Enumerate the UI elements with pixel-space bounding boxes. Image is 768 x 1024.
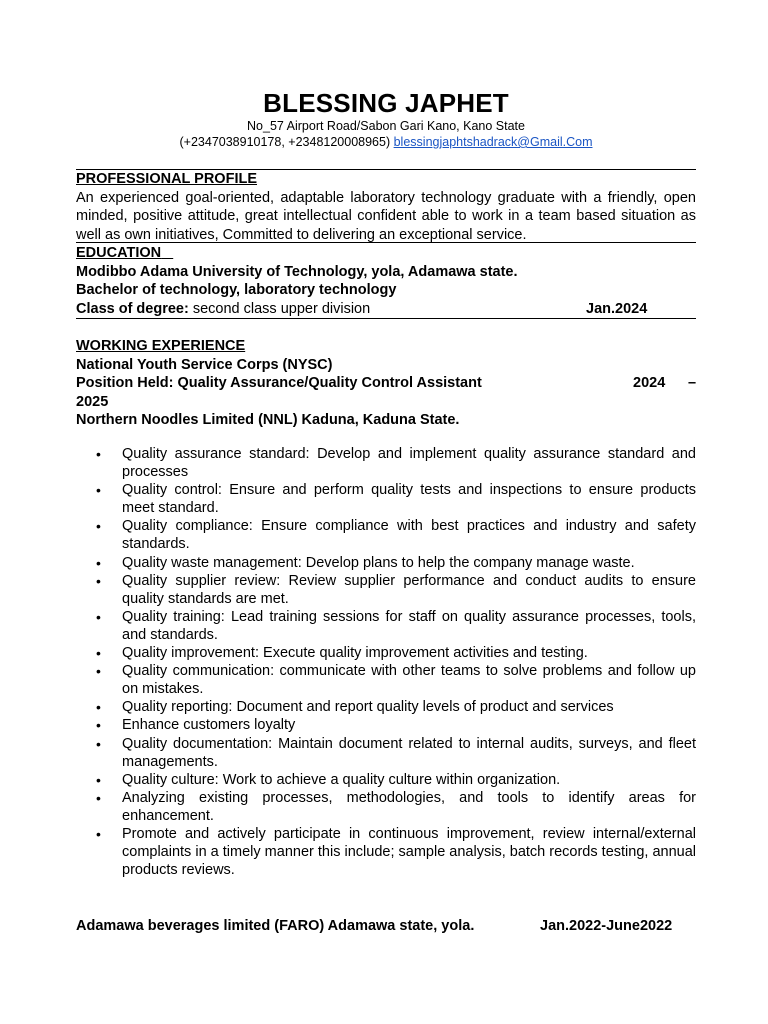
position-date-start: 2024 [633,375,666,391]
bullet-icon: • [96,771,101,788]
bullet-icon: • [96,645,101,662]
list-item [76,825,696,879]
experience-org: National Youth Service Corps (NYSC) [76,356,333,373]
profile-heading: PROFESSIONAL PROFILE [76,171,258,187]
bullet-icon: • [96,825,101,842]
list-item-text: Quality reporting: Document and report quality levels of product and services [122,699,614,716]
next-job-date: Jan.2022-June2022 [540,918,673,934]
email-link[interactable]: blessingjaphtshadrack@Gmail.Com [393,135,593,149]
list-item-text: Quality training: Lead training sessions for staff on quality assurance processes, tools, and standards. [122,608,696,643]
bullet-icon: • [96,518,101,535]
bullet-icon: • [96,482,101,499]
experience-heading: WORKING EXPERIENCE [76,338,246,354]
list-item-text: Quality improvement: Execute quality improvement activities and testing. [122,645,588,662]
divider [76,242,696,243]
list-item [76,735,696,771]
class-label: Class of degree: [76,300,189,317]
list-item [76,445,696,481]
list-item [76,572,696,608]
position-title: Position Held: Quality Assurance/Quality Control Assistant [76,375,482,391]
next-job-row [76,918,716,934]
list-item [76,608,696,644]
bullet-icon: • [96,717,101,734]
education-section [76,244,696,318]
class-value: second class upper division [188,300,371,317]
bullet-icon: • [96,699,101,716]
bullet-icon: • [96,554,101,571]
list-item [76,554,696,572]
address-line: No_57 Airport Road/Sabon Gari Kano, Kano State [247,119,525,133]
list-item-text: Quality compliance: Ensure compliance with best practices and industry and safety standards. [122,518,696,553]
list-item [76,517,696,553]
bullet-icon: • [96,608,101,625]
list-item-text: Quality control: Ensure and perform quality tests and inspections to ensure products meet standard. [122,482,696,517]
education-date: Jan.2024 [586,300,648,317]
bullet-icon: • [96,735,101,752]
experience-company: Northern Noodles Limited (NNL) Kaduna, Kaduna State. [76,412,460,428]
list-item [76,716,696,734]
list-item-text: Quality culture: Work to achieve a quality culture within organization. [122,771,561,788]
education-school: Modibbo Adama University of Technology, yola, Adamawa state. [76,263,518,280]
experience-section [76,337,696,430]
contact-line [0,135,768,149]
education-class-row [76,300,696,319]
list-item [76,644,696,662]
list-item-text: Quality waste management: Develop plans to help the company manage waste. [122,554,635,571]
position-row [76,374,696,393]
education-heading-text: EDUCATION [76,245,162,261]
list-item [76,698,696,716]
list-item-text: Quality documentation: Maintain document related to internal audits, surveys, and fleet managements. [122,735,696,770]
list-item [76,481,696,517]
duties-list [76,445,696,879]
bullet-icon: • [96,572,101,589]
divider [76,318,696,319]
list-item [76,771,696,789]
list-item-text: Promote and actively participate in continuous improvement, review internal/external complaints in a timely manner this include; sample analysis, batch records testing, annual products reviews. [122,825,696,879]
list-item-text: Quality supplier review: Review supplier performance and conduct audits to ensure quality standards are met. [122,572,696,607]
profile-section [76,170,696,244]
education-heading [76,244,696,263]
next-job-company: Adamawa beverages limited (FARO) Adamawa state, yola. [76,918,475,934]
position-date-dash: – [688,375,697,391]
position-date-end: 2025 [76,393,109,410]
education-degree: Bachelor of technology, laboratory technology [76,282,397,298]
list-item-text: Quality communication: communicate with other teams to solve problems and follow up on mistakes. [122,663,696,698]
bullet-icon: • [96,789,101,806]
list-item [76,662,696,698]
candidate-name: BLESSING JAPHET [263,88,509,118]
bullet-icon: • [96,663,101,680]
profile-text: An experienced goal-oriented, adaptable laboratory technology graduate with a friendly, open minded, positive attitude, great intellectual confident able to work in a team based situation as well as own initiatives, Committed to delivering an exceptional service. [76,189,696,243]
list-item-text: Quality assurance standard: Develop and implement quality assurance standard and processes [122,446,696,481]
bullet-icon: • [96,446,101,462]
list-item-text: Analyzing existing processes, methodologies, and tools to identify areas for enhancement. [122,789,696,824]
phone-numbers: (+2347038910178, +2348120008965) [179,135,391,149]
list-item-text: Enhance customers loyalty [122,717,296,734]
list-item [76,789,696,825]
